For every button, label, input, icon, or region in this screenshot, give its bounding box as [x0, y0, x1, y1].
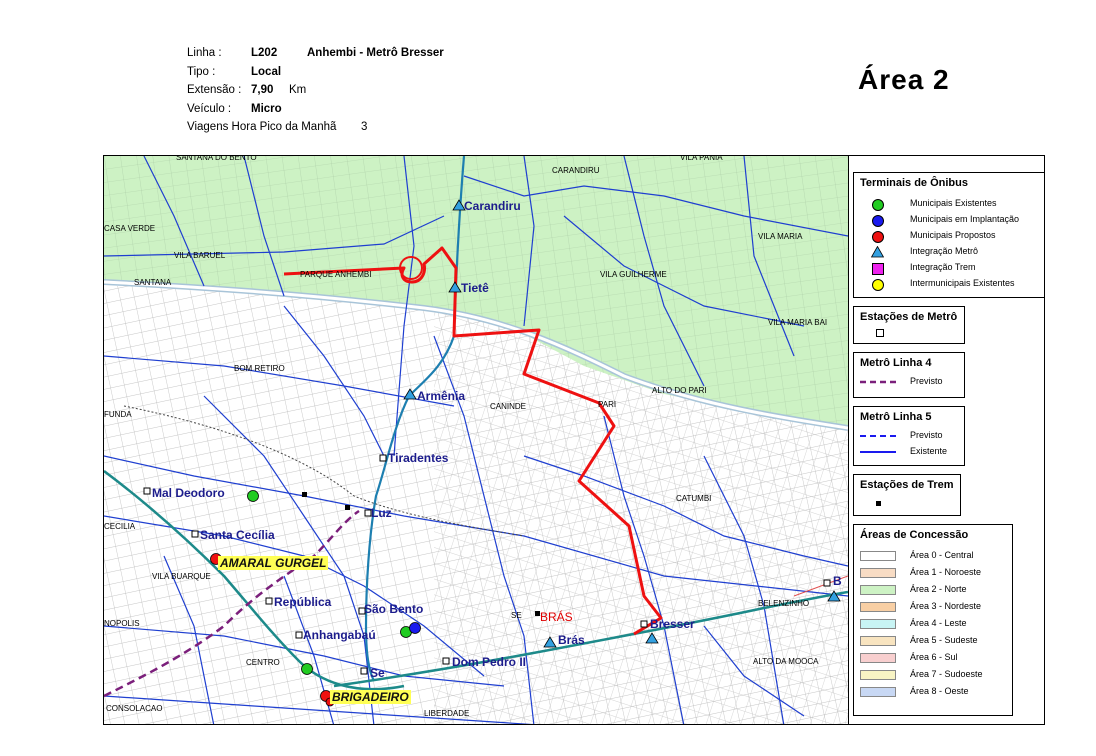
station-bras[interactable]: Brás [558, 633, 585, 647]
label-alto-do-pari: ALTO DO PARI [652, 386, 707, 395]
legend-item-label: Intermunicipais Existentes [910, 278, 1015, 288]
legend-item-label: Área 1 - Noroeste [910, 567, 982, 577]
terminal-brigadeiro-label[interactable] [330, 690, 411, 704]
legend-estacoes-trem-title: Estações de Trem [860, 479, 954, 491]
legend-item-label: Área 7 - Sudoeste [910, 669, 983, 679]
station-sao-bento[interactable]: São Bento [364, 602, 424, 616]
terminal-sao-bento-icon[interactable] [410, 623, 421, 634]
legend-estacoes-trem [853, 474, 961, 516]
area-1-swatch [860, 568, 896, 578]
label-vila-pania: VILA PANIA [680, 155, 723, 162]
legend-area-3 [854, 600, 1012, 614]
extensao-label: Extensão : [187, 84, 242, 96]
area-3-swatch [860, 602, 896, 612]
map-frame[interactable] [103, 155, 1045, 725]
terminal-mal-deodoro-icon[interactable] [248, 491, 259, 502]
veiculo-label: Veículo : [187, 102, 232, 115]
legend-areas-title: Áreas de Concessão [860, 529, 969, 541]
legend-metro-l5 [853, 406, 965, 466]
legend-item-label: Existente [910, 446, 948, 456]
label-consolacao: CONSOLACAO [106, 704, 163, 713]
legend-item-label: Área 0 - Central [910, 550, 974, 560]
legend-metro-l5-title: Metrô Linha 5 [860, 411, 932, 423]
linha-code: L202 [251, 47, 278, 59]
label-pari: PARI [598, 400, 617, 409]
station-luz[interactable]: Luz [371, 506, 392, 520]
legend-terminais-title: Terminais de Ônibus [860, 177, 968, 189]
viagens-label: Viagens Hora Pico da Manhã [187, 121, 337, 133]
legend-l5-previsto [854, 429, 964, 443]
label-parque-anhembi: PARQUE ANHEMBI [300, 270, 372, 279]
legend-metro-l4-title: Metrô Linha 4 [860, 357, 932, 369]
legend-item-integracao-metro [854, 245, 1044, 259]
area-2-swatch [860, 585, 896, 595]
tipo-value: Local [251, 65, 282, 78]
legend-item-label: Área 6 - Sul [910, 652, 958, 662]
label-catumbi: CATUMBI [676, 494, 712, 503]
extensao-unit: Km [289, 84, 307, 96]
label-vila-baruel: VILA BARUEL [174, 251, 226, 260]
station-santa-cecilia[interactable]: Santa Cecília [200, 528, 275, 542]
legend-l5-existente [854, 445, 964, 459]
legend-item-label: Municipais Existentes [910, 198, 997, 208]
legend-item-municipais-implantacao [854, 213, 1044, 227]
station-dom-pedro[interactable]: Dom Pedro II [452, 655, 527, 669]
veiculo-value: Micro [251, 102, 282, 115]
legend-item-label: Municipais Propostos [910, 230, 996, 240]
legend-terminais [853, 172, 1045, 298]
label-alto-da-mooca: ALTO DA MOOCA [753, 657, 819, 666]
label-vila-maria-baixa: VILA MARIA BAI [768, 318, 828, 327]
label-se-small: SE [511, 611, 522, 620]
label-santana-do-bento: SANTANA DO BENTO [176, 155, 257, 162]
dashed-purple-line-icon [860, 378, 896, 386]
legend-item-label: Área 8 - Oeste [910, 686, 969, 696]
label-caninde: CANINDE [490, 402, 527, 411]
legend-metro-l4 [853, 352, 965, 398]
legend-estacoes-metro [853, 306, 965, 344]
legend-item-municipais-existentes [854, 197, 1044, 211]
legend-area-0 [854, 549, 1012, 563]
station-republica[interactable]: República [274, 595, 332, 609]
map-canvas[interactable] [104, 156, 848, 725]
station-mal-deodoro[interactable]: Mal Deodoro [152, 486, 225, 500]
legend-item-label: Área 4 - Leste [910, 618, 967, 628]
area-4-swatch [860, 619, 896, 629]
legend-item-label: Área 5 - Sudeste [910, 635, 978, 645]
legend-item-label: Área 3 - Nordeste [910, 601, 982, 611]
square-magenta-icon [872, 263, 884, 275]
circle-red-icon [872, 231, 884, 243]
label-liberdade: LIBERDADE [424, 709, 470, 718]
tipo-label: Tipo : [187, 65, 216, 78]
legend-l4-previsto [854, 375, 964, 389]
legend-area-4 [854, 617, 1012, 631]
legend-area-7 [854, 668, 1012, 682]
legend-area-2 [854, 583, 1012, 597]
circle-yellow-icon [872, 279, 884, 291]
station-se[interactable]: Se [370, 666, 385, 680]
terminal-amaral-gurgel-label[interactable] [218, 556, 328, 570]
legend-item-intermunicipais [854, 277, 1044, 291]
metro-station-square-icon [876, 329, 884, 337]
terminal-amaral-gurgel-text: AMARAL GURGEL [220, 556, 327, 570]
viagens-value: 3 [361, 121, 368, 133]
label-funda: FUNDA [104, 410, 132, 419]
label-vila-guilherme: VILA GUILHERME [600, 270, 667, 279]
area-5-swatch [860, 636, 896, 646]
label-centro: CENTRO [246, 658, 280, 667]
station-bresser[interactable]: Bresser [650, 617, 695, 631]
linha-name: Anhembi - Metrô Bresser [307, 47, 444, 59]
area-title: Área 2 [858, 64, 950, 95]
legend-area-1 [854, 566, 1012, 580]
legend-areas [853, 524, 1013, 716]
train-station-square-icon [876, 501, 881, 506]
area-6-swatch [860, 653, 896, 663]
area-0-swatch [860, 551, 896, 561]
legend-area-8 [854, 685, 1012, 699]
legend-area-6 [854, 651, 1012, 665]
legend-area-5 [854, 634, 1012, 648]
area-7-swatch [860, 670, 896, 680]
dashed-blue-line-icon [860, 432, 896, 440]
label-nopolis: NOPOLIS [104, 619, 140, 628]
terminal-brigadeiro-text: BRIGADEIRO [332, 690, 409, 704]
legend-item-label: Área 2 - Norte [910, 584, 967, 594]
label-vila-buarque: VILA BUARQUE [152, 572, 211, 581]
legend-item-integracao-trem [854, 261, 1044, 275]
legend-item-label: Previsto [910, 430, 943, 440]
legend-item-label: Integração Trem [910, 262, 976, 272]
legend-item-label: Municipais em Implantação [910, 214, 1020, 224]
label-cecilia: CECILIA [104, 522, 136, 531]
label-belenzinho: BELENZINHO [758, 599, 810, 608]
circle-green-icon [872, 199, 884, 211]
label-bom-retiro: BOM RETIRO [234, 364, 285, 373]
solid-blue-line-icon [860, 448, 896, 456]
station-armenia[interactable]: Armênia [417, 389, 466, 403]
area-8-swatch [860, 687, 896, 697]
legend-panel [848, 156, 1045, 725]
label-vila-maria: VILA MARIA [758, 232, 803, 241]
legend-estacoes-metro-title: Estações de Metrô [860, 311, 958, 323]
label-santana: SANTANA [134, 278, 172, 287]
legend-item-label: Previsto [910, 376, 943, 386]
terminal-centro-icon[interactable] [302, 664, 313, 675]
station-tiete[interactable]: Tietê [461, 281, 489, 295]
circle-blue-icon [872, 215, 884, 227]
triangle-icon [871, 246, 884, 258]
legend-item-label: Integração Metrô [910, 246, 979, 256]
label-carandiru: CARANDIRU [552, 166, 600, 175]
station-anhangabau[interactable]: Anhangabaú [303, 628, 376, 642]
station-carandiru[interactable]: Carandiru [464, 199, 521, 213]
label-casa-verde: CASA VERDE [104, 224, 156, 233]
legend-item-municipais-propostos [854, 229, 1044, 243]
station-tiradentes[interactable]: Tiradentes [388, 451, 449, 465]
linha-label: Linha : [187, 47, 222, 59]
terminal-bras-label[interactable]: BRÁS [540, 610, 573, 624]
station-b-edge[interactable]: B [833, 574, 842, 588]
extensao-value: 7,90 [251, 84, 274, 96]
